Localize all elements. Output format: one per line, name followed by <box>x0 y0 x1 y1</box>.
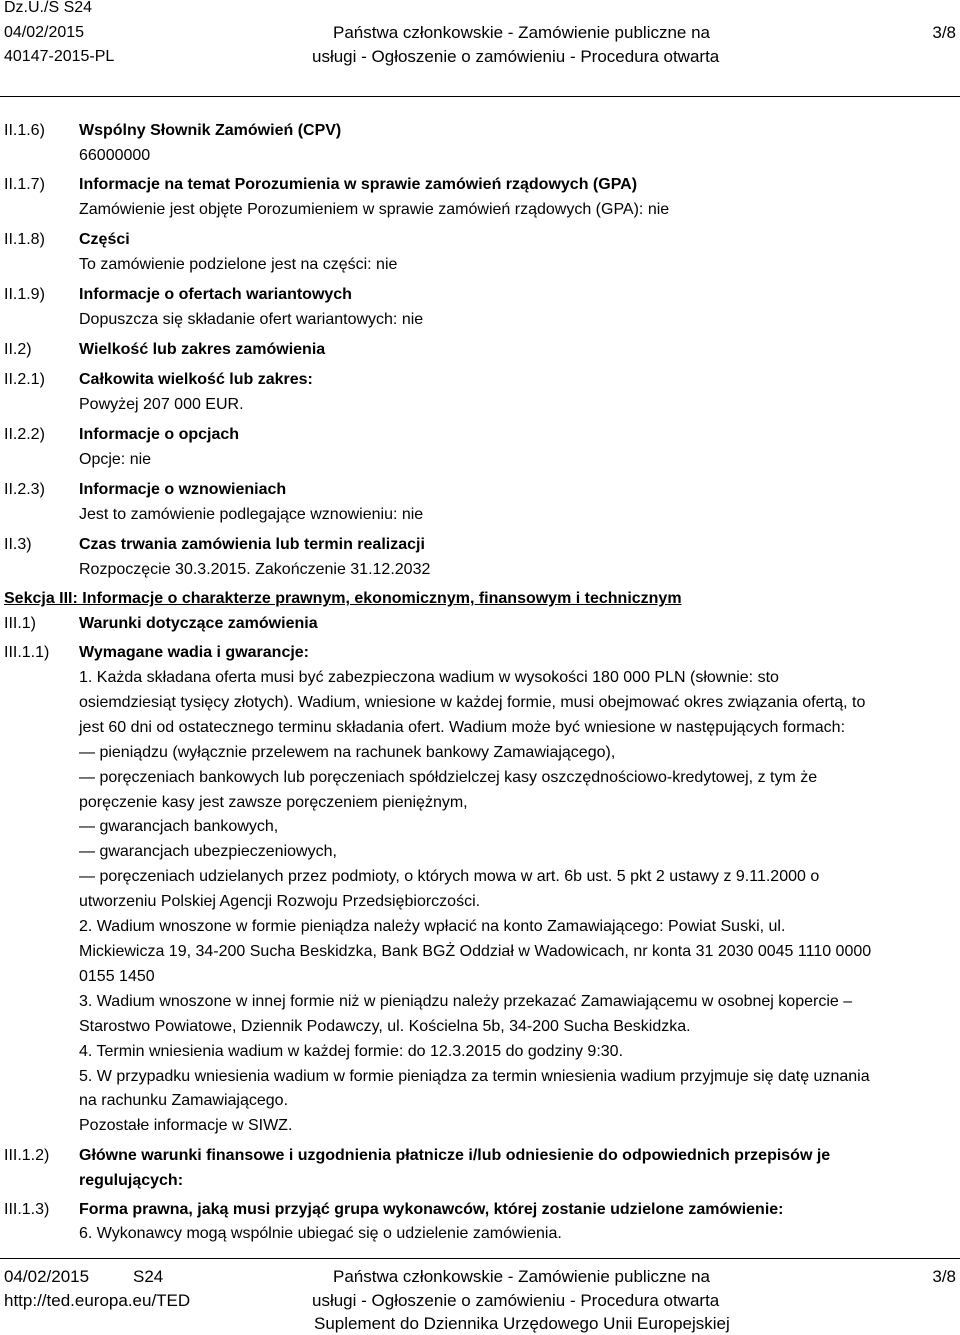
section-content <box>79 423 955 472</box>
section-number: II.2.3) <box>4 481 45 498</box>
header-title-line1: Państwa członkowskie - Zamówienie publiczne na <box>333 23 711 42</box>
page-footer <box>0 1262 960 1334</box>
deposit-line: — pieniądzu (wyłącznie przelewem na rachunek bankowy Zamawiającego), <box>79 743 616 761</box>
section-content <box>79 228 955 277</box>
deposit-line: Mickiewicza 19, 34-200 Sucha Beskidzka, Bank BGŻ Oddział w Wadowicach, nr konta 31 2030 0045 1110 0000 <box>79 942 872 960</box>
section-heading: Informacje o wznowieniach <box>79 481 287 498</box>
section-content <box>79 533 955 582</box>
section-value: Dopuszcza się składanie ofert wariantowych: nie <box>79 310 424 328</box>
section-content <box>79 338 955 363</box>
header-date: 04/02/2015 <box>4 24 85 41</box>
footer-page-number: 3/8 <box>932 1267 956 1286</box>
section-iii-title: Sekcja III: Informacje o charakterze prawnym, ekonomicznym, finansowym i technicznym <box>4 590 682 607</box>
section-number: II.1.7) <box>4 176 45 193</box>
footer-title-line3: Suplement do Dziennika Urzędowego Unii Europejskiej <box>314 1314 730 1333</box>
section-content <box>79 368 955 417</box>
deposit-line: 4. Termin wniesienia wadium w każdej formie: do 12.3.2015 do godziny 9:30. <box>79 1042 624 1060</box>
heading-line: Główne warunki finansowe i uzgodnienia płatnicze i/lub odniesienie do odpowiednich przepisów je <box>79 1147 831 1164</box>
deposit-line: — poręczeniach udzielanych przez podmioty, o których mowa w art. 6b ust. 5 pkt 2 ustawy z 9.11.2000 o <box>79 868 820 886</box>
deposit-line: Starostwo Powiatowe, Dziennik Podawczy, ul. Kościelna 5b, 34-200 Sucha Beskidzka. <box>79 1017 691 1035</box>
section-value: Zamówienie jest objęte Porozumieniem w sprawie zamówień rządowych (GPA): nie <box>79 200 670 218</box>
section-content <box>79 478 955 527</box>
deposit-line: na rachunku Zamawiającego. <box>79 1092 289 1110</box>
deposit-line: 5. W przypadku wniesienia wadium w formie pieniądza za termin wniesienia wadium przyjmuje się datę uznania <box>79 1067 870 1085</box>
section-value: Powyżej 207 000 EUR. <box>79 395 244 413</box>
header-title-line2: usługi - Ogłoszenie o zamówieniu - Procedura otwarta <box>312 47 720 66</box>
section-heading: Wspólny Słownik Zamówień (CPV) <box>79 122 342 139</box>
section-number: II.1.8) <box>4 231 45 248</box>
deposit-line: jest 60 dni od ostatecznego terminu składania ofert. Wadium może być wniesione w następujących formach: <box>79 718 846 736</box>
footer-series: S24 <box>133 1267 164 1286</box>
section-content <box>79 283 955 332</box>
section-heading: Forma prawna, jaką musi przyjąć grupa wykonawców, której zostanie udzielone zamówienie: <box>79 1201 784 1218</box>
deposit-line: poręczenie kasy jest zawsze poręczeniem pieniężnym, <box>79 793 468 811</box>
deposit-line: utworzeniu Polskiej Agencji Rozwoju Przedsiębiorczości. <box>79 893 481 911</box>
section-heading: Informacje na temat Porozumienia w sprawie zamówień rządowych (GPA) <box>79 176 638 193</box>
footer-divider <box>0 1258 960 1259</box>
header-page-number: 3/8 <box>932 23 956 42</box>
footer-url: http://ted.europa.eu/TED <box>4 1291 191 1310</box>
footer-title-line2: usługi - Ogłoszenie o zamówieniu - Procedura otwarta <box>312 1291 720 1310</box>
deposit-line: — gwarancjach bankowych, <box>79 818 279 836</box>
section-heading: Informacje o ofertach wariantowych <box>79 286 352 303</box>
section-heading: Całkowita wielkość lub zakres: <box>79 371 313 388</box>
journal-ref: Dz.U./S S24 <box>4 0 93 16</box>
page-header <box>0 0 960 70</box>
section-value: 66000000 <box>79 146 151 164</box>
section-value: Opcje: nie <box>79 450 152 468</box>
section-text: 6. Wykonawcy mogą wspólnie ubiegać się o udzielenie zamówienia. <box>79 1225 562 1242</box>
section-heading: Czas trwania zamówienia lub termin realizacji <box>79 536 425 553</box>
deposit-line: 1. Każda składana oferta musi być zabezpieczona wadium w wysokości 180 000 PLN (słownie: sto <box>79 669 779 686</box>
deposit-line: 0155 1450 <box>79 967 155 985</box>
section-heading <box>79 1144 955 1193</box>
deposit-line: Pozostałe informacje w SIWZ. <box>79 1117 293 1135</box>
section-heading: Wymagane wadia i gwarancje: <box>79 644 310 661</box>
deposit-details <box>79 666 955 1139</box>
section-heading: Części <box>79 231 130 248</box>
deposit-line: osiemdziesiąt tysięcy złotych). Wadium, wniesione w każdej formie, musi obejmować okres związania ofertą, to <box>79 693 866 711</box>
section-value: Rozpoczęcie 30.3.2015. Zakończenie 31.12.2032 <box>79 560 431 578</box>
footer-title-line1: Państwa członkowskie - Zamówienie publiczne na <box>333 1267 711 1286</box>
section-number: II.3) <box>4 536 32 553</box>
section-number: II.2) <box>4 341 32 358</box>
header-divider <box>0 96 960 97</box>
section-number: II.2.2) <box>4 426 45 443</box>
footer-date: 04/02/2015 <box>4 1267 90 1286</box>
section-heading: Warunki dotyczące zamówienia <box>79 615 318 632</box>
section-number: III.1.3) <box>4 1201 50 1218</box>
section-number: II.1.6) <box>4 122 45 139</box>
heading-line: regulujących: <box>79 1171 184 1189</box>
section-heading: Informacje o opcjach <box>79 426 240 443</box>
section-number: III.1.1) <box>4 644 50 661</box>
section-value: Jest to zamówienie podlegające wznowieniu: nie <box>79 505 424 523</box>
section-content <box>79 119 955 168</box>
deposit-line: 2. Wadium wnoszone w formie pieniądza należy wpłacić na konto Zamawiającego: Powiat Suski, ul. <box>79 918 786 936</box>
section-number: II.2.1) <box>4 371 45 388</box>
deposit-line: 3. Wadium wnoszone w innej formie niż w pieniądzu należy przekazać Zamawiającemu w osobnej kopercie – <box>79 992 853 1010</box>
section-value: To zamówienie podzielone jest na części: nie <box>79 255 398 273</box>
deposit-line: — gwarancjach ubezpieczeniowych, <box>79 843 337 861</box>
section-number: III.1) <box>4 615 37 632</box>
section-number: III.1.2) <box>4 1147 50 1164</box>
section-heading: Wielkość lub zakres zamówienia <box>79 341 326 358</box>
deposit-line: — poręczeniach bankowych lub poręczeniach spółdzielczej kasy oszczędnościowo-kredytowej, z tym że <box>79 768 818 786</box>
section-content <box>79 173 955 222</box>
section-number: II.1.9) <box>4 286 45 303</box>
document-id: 40147-2015-PL <box>4 48 115 65</box>
